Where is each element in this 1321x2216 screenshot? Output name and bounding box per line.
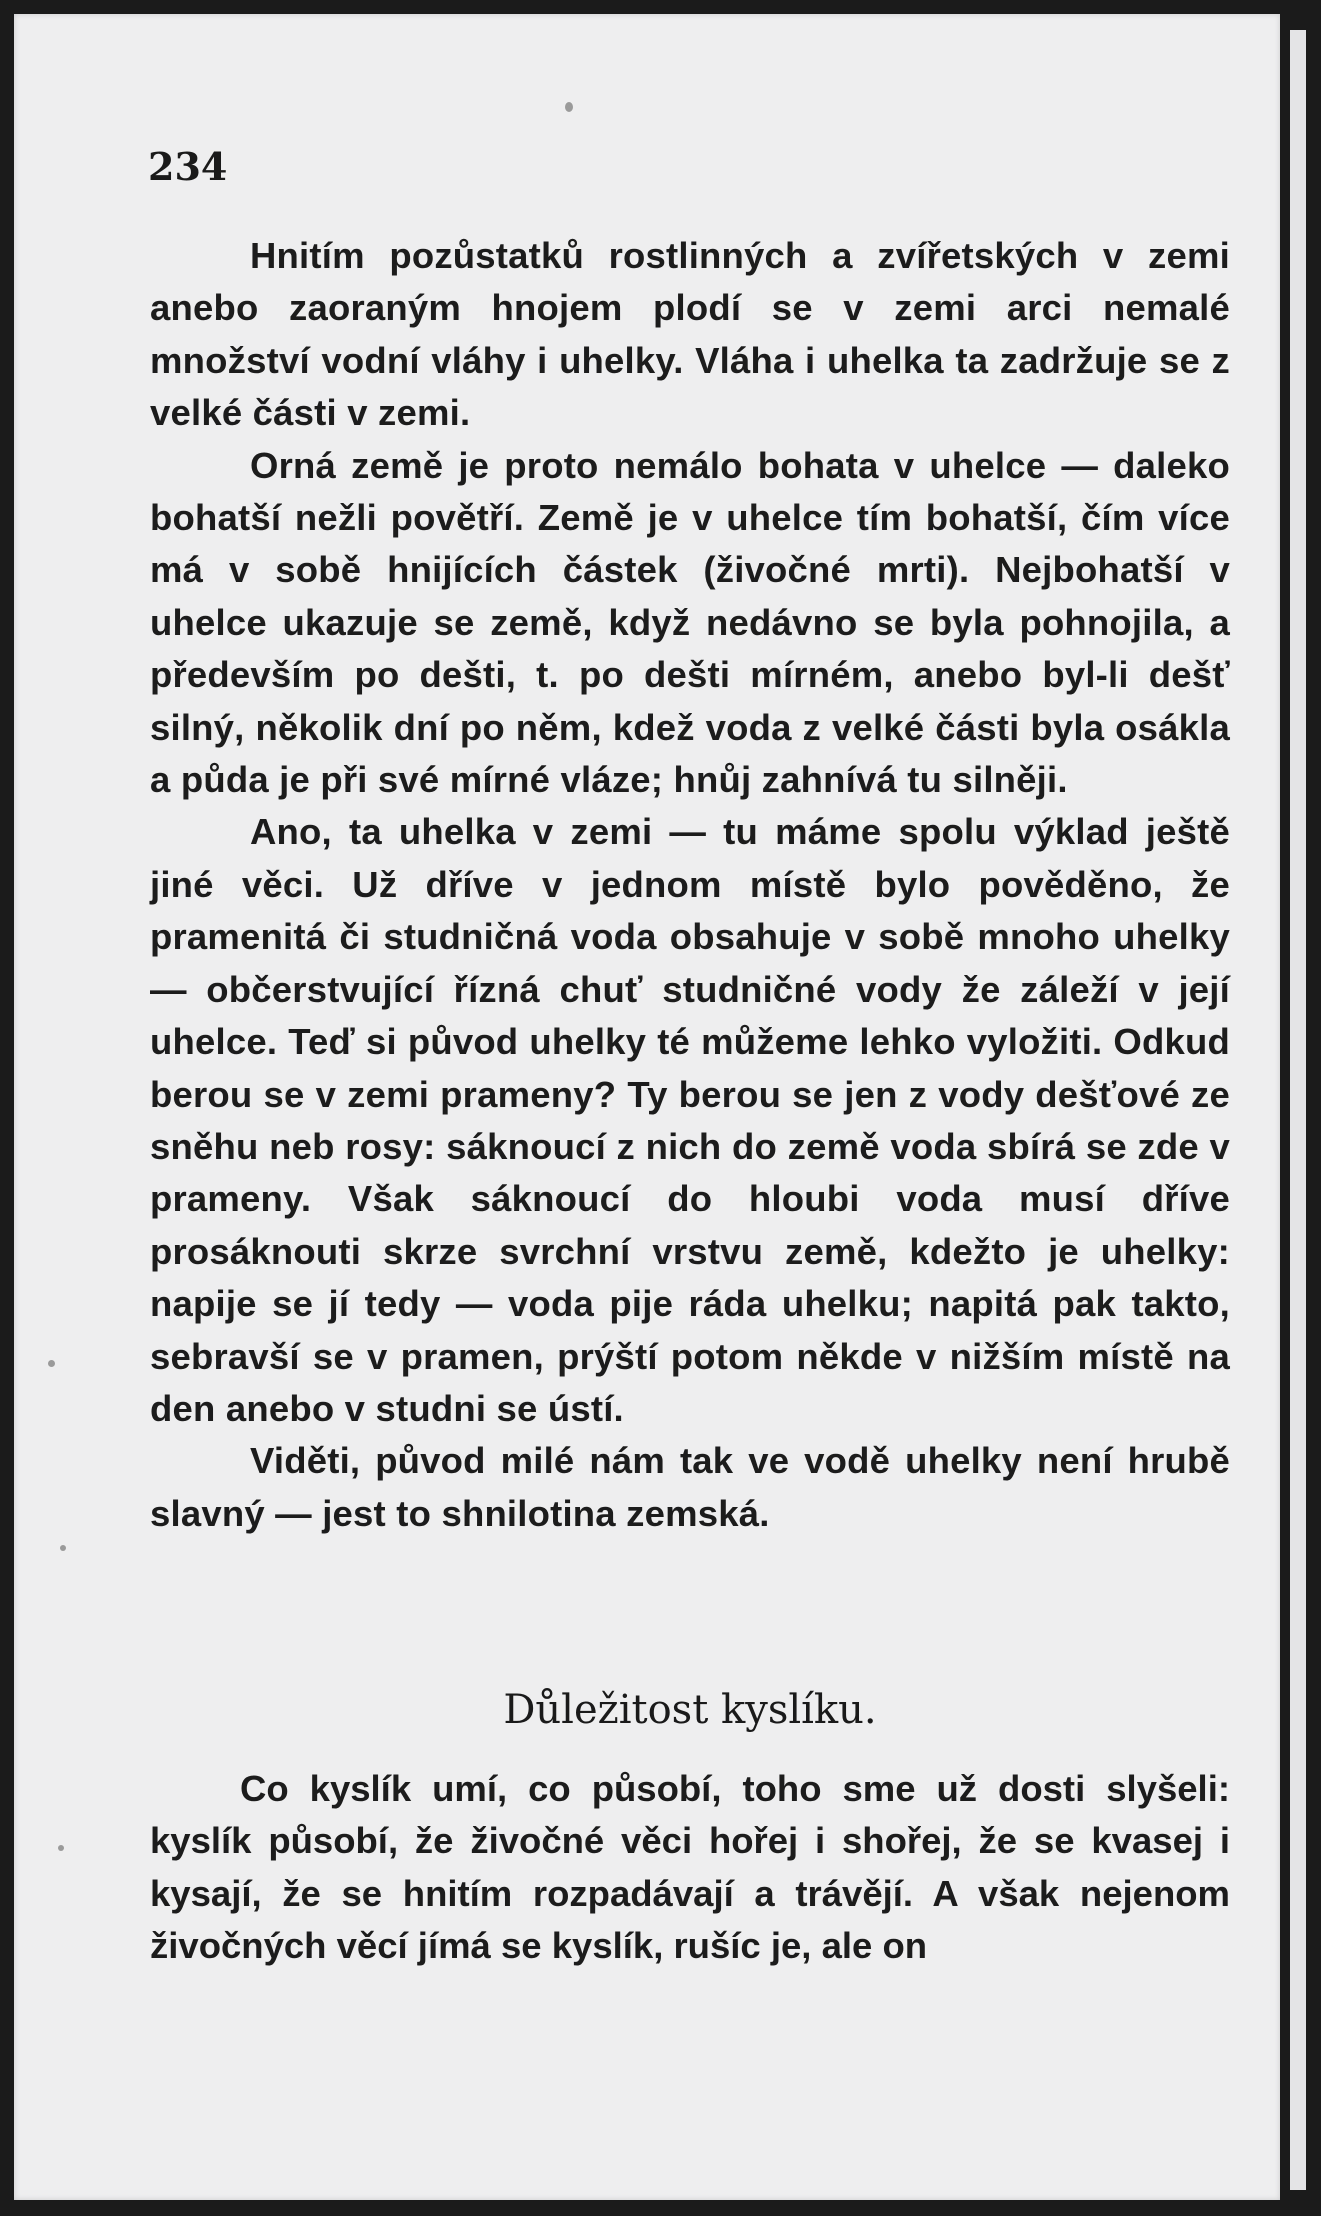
paragraph: Ano, ta uhelka v zemi — tu máme spolu výklad ještě jiné věci. Už dříve v jednom místě bylo pověděno, že pramenitá či studničná voda obsahuje v sobě mnoho uhelky — občerstvující řízná chuť studničné vody že záleží v její uhelce. Teď si původ uhelky té můžeme lehko vyložiti. Odkud berou se v zemi prameny? Ty berou se jen z vody dešťové ze sněhu neb rosy: sáknoucí z nich do země voda sbírá se zde v prameny. Však sáknoucí do hloubi voda musí dříve prosáknouti skrze svrchní vrstvu země, kdežto je uhelky: napije se jí tedy — voda pije ráda uhelku; napitá pak takto, sebravší se v pramen, prýští potom někde v nižším místě na den anebo v studni se ústí. xyxy=(150,811,1230,1429)
paper-speck xyxy=(60,1545,66,1551)
body-text-bottom xyxy=(150,1763,1230,1973)
page-number: 234 xyxy=(148,144,228,189)
paragraph: Hnitím pozůstatků rostlinných a zvířetských v zemi anebo zaoraným hnojem plodí se v zemi arci nemalé množství vodní vláhy i uhelky. Vláha i uhelka ta zadržuje se z velké části v zemi. xyxy=(150,235,1230,434)
paragraph: Viděti, původ milé nám tak ve vodě uhelky není hrubě slavný — jest to shnilotina zemská. xyxy=(150,1440,1230,1534)
body-text-top xyxy=(150,230,1230,1540)
paper-speck xyxy=(58,1845,64,1851)
paragraph: Orná země je proto nemálo bohata v uhelce — daleko bohatší nežli povětří. Země je v uhelce tím bohatší, čím více má v sobě hnijících částek (živočné mrti). Nejbohatší v uhelce ukazuje se země, když nedávno se byla pohnojila, a především po dešti, t. po dešti mírném, anebo byl-li dešť silný, několik dní po něm, kdež voda z velké části byla osákla a půda je při své mírné vláze; hnůj zahnívá tu silněji. xyxy=(150,444,1230,801)
adjacent-page-edge xyxy=(1290,30,1306,2190)
section-heading: Důležitost kyslíku. xyxy=(503,1687,877,1733)
paper-speck xyxy=(48,1360,55,1367)
paragraph: Co kyslík umí, co působí, toho sme už dosti slyšeli: kyslík působí, že živočné věci hořej i shořej, že se kvasej i kysají, že se hnitím rozpadávají a trávějí. A však nejenom živočných věcí jímá se kyslík, rušíc je, ale on xyxy=(150,1768,1230,1967)
paper-speck xyxy=(565,102,573,112)
